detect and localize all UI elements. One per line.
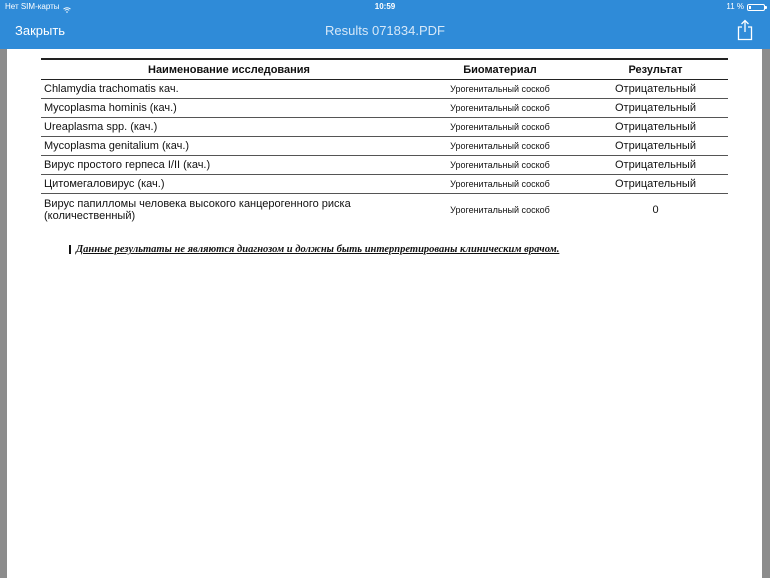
table-row [41,137,728,156]
result-cell: Отрицательный [583,118,728,137]
table-header-row [41,59,728,80]
biomaterial-cell: Урогенитальный соскоб [417,156,583,175]
table-row [41,80,728,99]
biomaterial-cell: Урогенитальный соскоб [417,118,583,137]
biomaterial-cell: Урогенитальный соскоб [417,80,583,99]
disclaimer-text: Данные результаты не являются диагнозом и должны быть интерпретированы клиническим врачом. [76,244,560,255]
top-bar [0,0,770,49]
table-row [41,175,728,194]
test-name-cell: Mycoplasma genitalium (кач.) [41,137,417,156]
result-cell: 0 [652,203,659,216]
column-header-result: Результат [583,59,728,80]
test-name-cell: Mycoplasma hominis (кач.) [41,99,417,118]
pdf-page[interactable] [7,49,762,578]
status-time: 10:59 [374,2,396,11]
battery-icon [747,4,765,11]
battery-status [726,0,765,14]
table-row [41,99,728,118]
test-name-cell: Цитомегаловирус (кач.) [41,175,417,194]
column-header-name: Наименование исследования [41,59,417,80]
table-row [41,194,728,226]
table-row [41,118,728,137]
biomaterial-cell: Урогенитальный соскоб [417,175,583,194]
test-name-cell: Chlamydia trachomatis кач. [41,80,417,99]
battery-level-fill [749,6,751,9]
column-header-biomaterial: Биоматериал [417,59,583,80]
table-row [41,156,728,175]
result-cell: Отрицательный [583,175,728,194]
biomaterial-cell: Урогенитальный соскоб [417,99,583,118]
share-icon[interactable] [736,19,754,41]
navigation-bar [0,14,770,49]
biomaterial-cell: Урогенитальный соскоб [450,204,550,215]
test-name-cell: Ureaplasma spp. (кач.) [41,118,417,137]
biomaterial-cell: Урогенитальный соскоб [417,137,583,156]
result-cell: Отрицательный [583,156,728,175]
close-button[interactable]: Закрыть [15,23,66,38]
battery-percent: 11 % [726,2,744,11]
status-bar [0,0,770,14]
result-cell: Отрицательный [583,137,728,156]
test-name-cell: Вирус папилломы человека высокого канцерогенного риска (количественный) [44,197,351,222]
result-cell: Отрицательный [583,99,728,118]
results-table [41,58,728,225]
test-name-cell: Вирус простого герпеса I/II (кач.) [41,156,417,175]
carrier-label: Нет SIM-карты [5,2,60,11]
result-cell: Отрицательный [583,80,728,99]
disclaimer-note [69,244,559,255]
document-title: Results 071834.PDF [325,23,445,38]
